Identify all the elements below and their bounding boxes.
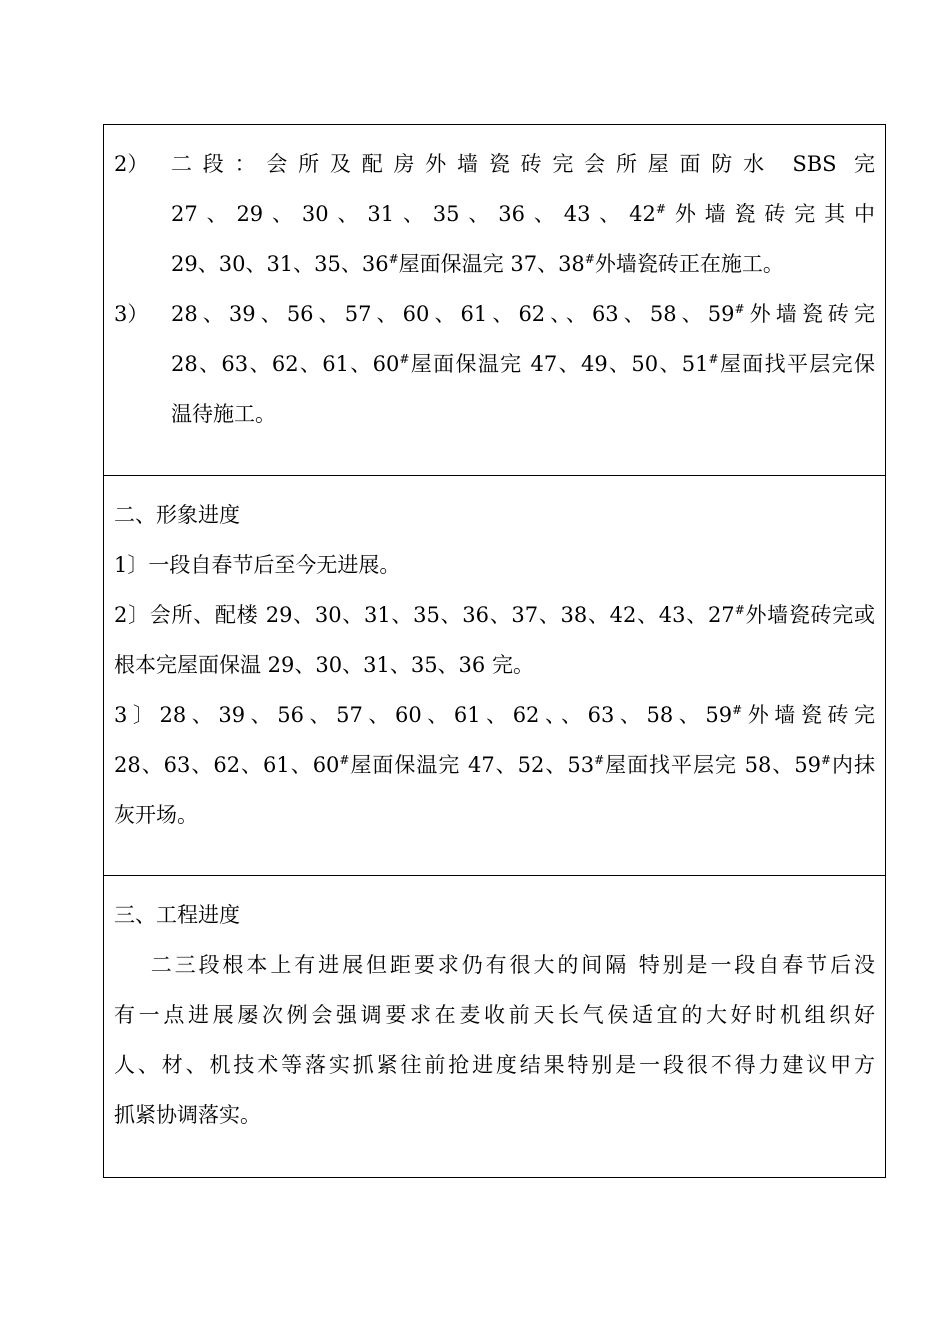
section-heading: 二、形象进度 xyxy=(114,503,240,527)
paragraph-continued: 有一点进展屡次例会强调要求在麦收前天长气侯适宜的大好时机组织好 xyxy=(114,1003,875,1027)
paragraph: 1〕一段自春节后至今无进展。 xyxy=(114,553,401,577)
paragraph-continued: 灰开场。 xyxy=(114,803,198,827)
item-number: 3） xyxy=(114,302,149,326)
paragraph: 3〕28、39、56、57、60、61、62、、63、58、59#外墙瓷砖完 xyxy=(114,703,876,727)
item-text: 二段：会所及配房外墙瓷砖完会所屋面防水 SBS 完 27、29、30、31、35、36、43、42#外墙瓷砖完其中 29、30、31、35、36#屋面保温完 37、38#外墙瓷砖正在施工。 xyxy=(171,152,876,276)
item-number: 2） xyxy=(114,152,149,176)
paragraph: 2〕会所、配楼 29、30、31、35、36、37、38、42、43、27#外墙瓷砖完或 xyxy=(114,603,876,627)
section-heading: 三、工程进度 xyxy=(114,903,240,927)
list-item xyxy=(114,289,875,439)
paragraph-continued: 根本完屋面保温 29、30、31、35、36 完。 xyxy=(114,653,534,677)
progress-table xyxy=(103,124,886,1178)
list-item xyxy=(114,139,875,289)
item-text: 28、39、56、57、60、61、62、、63、58、59#外墙瓷砖完 28、63、62、61、60#屋面保温完 47、49、50、51#屋面找平层完保 温待施工。 xyxy=(171,302,876,426)
section-engineering-progress xyxy=(104,875,885,1177)
section-segment-progress xyxy=(104,125,885,475)
paragraph-continued: 人、材、机技术等落实抓紧往前抢进度结果特别是一段很不得力建议甲方 xyxy=(114,1053,875,1077)
paragraph-continued: 抓紧协调落实。 xyxy=(114,1103,261,1127)
paragraph: 二三段根本上有进展但距要求仍有很大的间隔 特别是一段自春节后没 xyxy=(150,953,875,977)
paragraph-continued: 28、63、62、61、60#屋面保温完 47、52、53#屋面找平层完 58、59#内抹 xyxy=(114,753,876,777)
section-image-progress xyxy=(104,475,885,875)
